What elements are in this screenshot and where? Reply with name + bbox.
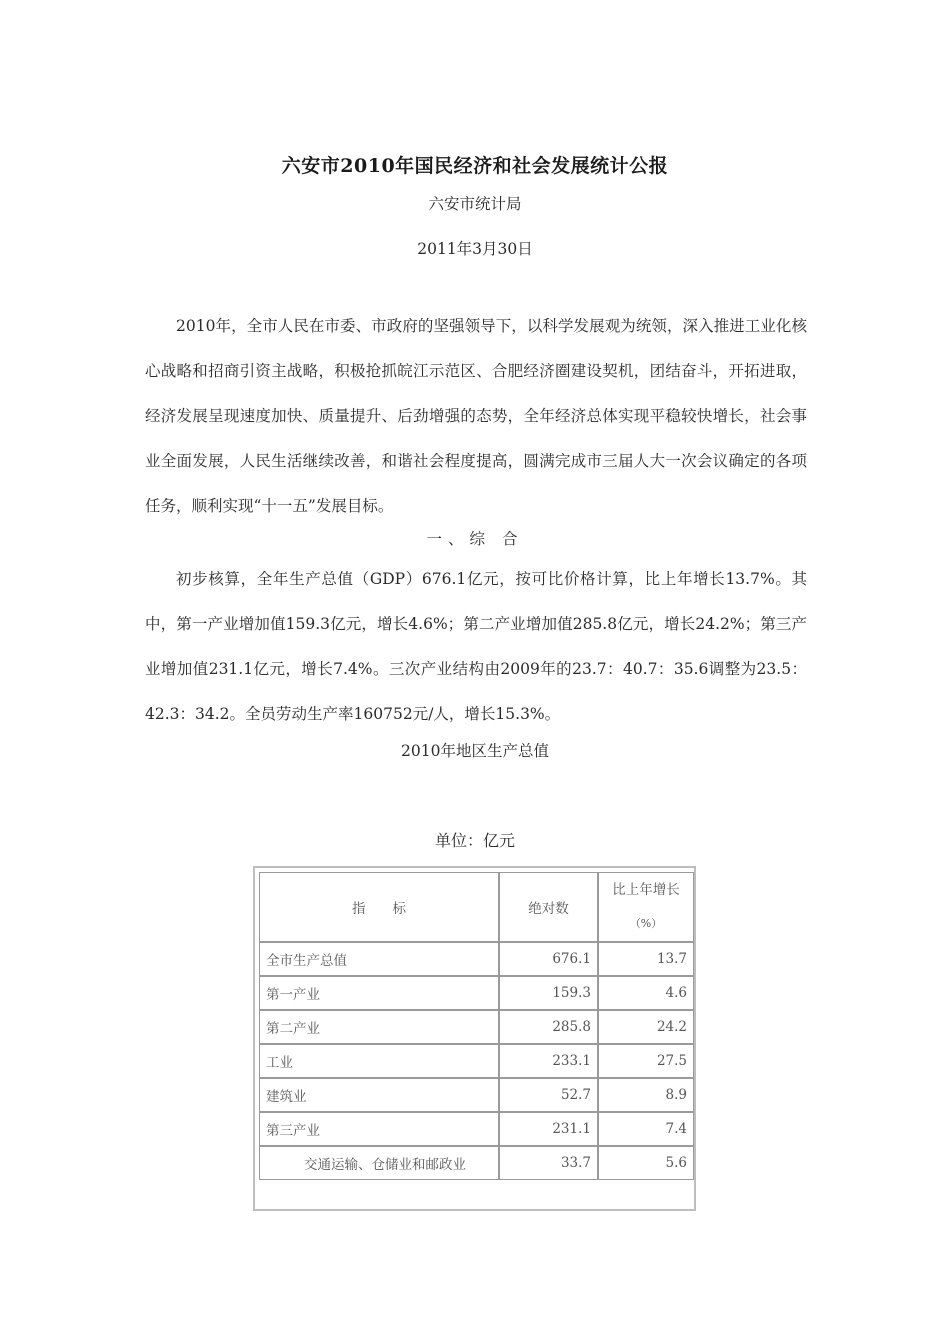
header-indicator: 指 标 bbox=[259, 872, 499, 942]
row-growth: 24.2 bbox=[598, 1010, 694, 1044]
row-growth: 4.6 bbox=[598, 976, 694, 1010]
table-unit: 单位：亿元 bbox=[434, 831, 515, 850]
row-indicator: 建筑业 bbox=[259, 1078, 499, 1112]
row-absolute: 33.7 bbox=[499, 1146, 598, 1180]
row-indicator: 全市生产总值 bbox=[259, 942, 499, 976]
table-row bbox=[259, 942, 694, 976]
row-absolute: 52.7 bbox=[499, 1078, 598, 1112]
row-growth: 27.5 bbox=[598, 1044, 694, 1078]
intro-paragraph: 2010年，全市人民在市委、市政府的坚强领导下，以科学发展观为统领，深入推进工业化核心战略和招商引资主战略，积极抢抓皖江示范区、合肥经济圈建设契机，团结奋斗，开拓进取，经济发展呈现速度加快、质量提升、后劲增强的态势，全年经济总体实现平稳较快增长，社会事业全面发展，人民生活继续改善，和谐社会程度提高，圆满完成市三届人大一次会议确定的各项任务，顺利实现“十一五”发展目标。 bbox=[145, 317, 807, 515]
table-row bbox=[259, 1146, 694, 1180]
document-date: 2011年3月30日 bbox=[417, 240, 533, 258]
row-indicator: 第三产业 bbox=[259, 1112, 499, 1146]
table-row bbox=[259, 1044, 694, 1078]
row-growth: 7.4 bbox=[598, 1112, 694, 1146]
row-growth: 8.9 bbox=[598, 1078, 694, 1112]
header-growth-label: 比上年增长 bbox=[612, 882, 680, 898]
row-indicator: 交通运输、仓储业和邮政业 bbox=[259, 1146, 499, 1180]
row-indicator: 工业 bbox=[259, 1044, 499, 1078]
header-absolute: 绝对数 bbox=[499, 872, 598, 942]
section-heading: 一、综 合 bbox=[426, 530, 524, 548]
row-indicator: 第二产业 bbox=[259, 1010, 499, 1044]
table-header-row bbox=[259, 872, 694, 942]
header-growth bbox=[598, 872, 694, 942]
table-row bbox=[259, 1078, 694, 1112]
table-row bbox=[259, 976, 694, 1010]
row-absolute: 676.1 bbox=[499, 942, 598, 976]
row-growth: 13.7 bbox=[598, 942, 694, 976]
table-row bbox=[259, 1010, 694, 1044]
row-indicator: 第一产业 bbox=[259, 976, 499, 1010]
row-absolute: 231.1 bbox=[499, 1112, 598, 1146]
row-absolute: 233.1 bbox=[499, 1044, 598, 1078]
row-absolute: 285.8 bbox=[499, 1010, 598, 1044]
row-absolute: 159.3 bbox=[499, 976, 598, 1010]
table-title: 2010年地区生产总值 bbox=[401, 742, 549, 760]
header-growth-unit: （%） bbox=[629, 917, 663, 930]
document-author: 六安市统计局 bbox=[428, 195, 522, 213]
gdp-table bbox=[259, 872, 694, 1180]
gdp-table-frame bbox=[253, 866, 696, 1211]
table-row bbox=[259, 1112, 694, 1146]
document-title: 六安市2010年国民经济和社会发展统计公报 bbox=[281, 155, 669, 177]
row-growth: 5.6 bbox=[598, 1146, 694, 1180]
section-paragraph: 初步核算，全年生产总值（GDP）676.1亿元，按可比价格计算，比上年增长13.7%。其中，第一产业增加值159.3亿元，增长4.6%；第二产业增加值285.8亿元，增长24.2%；第三产业增加值231.1亿元，增长7.4%。三次产业结构由2009年的23.7：40.7：35.6调整为23.5：42.3：34.2。全员劳动生产率160752元/人，增长15.3%。 bbox=[145, 570, 807, 723]
